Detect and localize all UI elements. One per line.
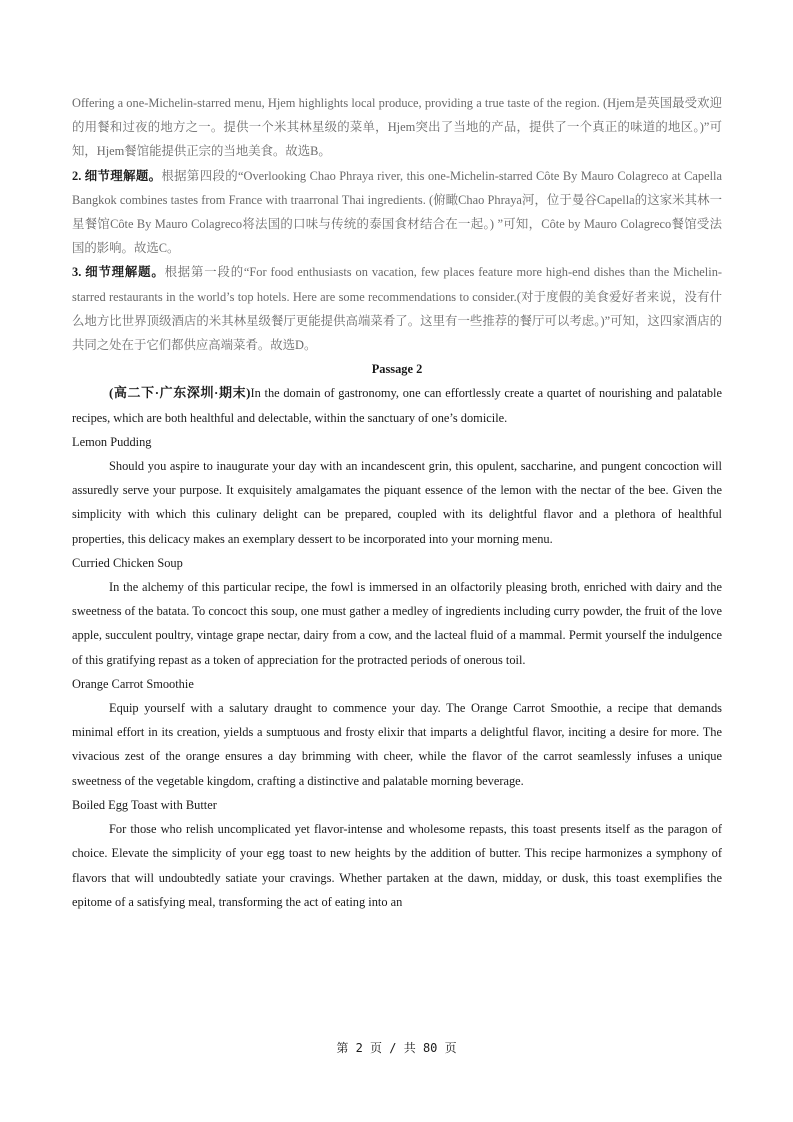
answer-2-label: 2. 细节理解题。 [72, 168, 162, 183]
section-heading-lemon-pudding: Lemon Pudding [72, 434, 152, 449]
passage-intro-text: In the domain of gastronomy, one can effortlessly create a quartet of nourishing and palatable recipes, which are both healthful and delectable, within the sanctuary of one’s domicile. [72, 386, 722, 425]
answer-3-text: 根据第一段的“For food enthusiasts on vacation, few places feature more high-end dishes than the Michelin-starred restaurants in the world’s top hotels. Here are some recommendations to consider.(对于度假的美食爱好者来说，没有什么地方比世界顶级酒店的米其林星级餐厅更能提供高端菜肴了。这里有一些推荐的餐厅可以考虑。)”可知，这四家酒店的共同之处在于它们都供应高端菜肴。故选D。 [72, 265, 723, 353]
answer-3 [72, 260, 722, 357]
page-number: 第 2 页 / 共 80 页 [336, 1041, 457, 1055]
passage-intro [72, 381, 722, 429]
section-body-curried-chicken-soup: In the alchemy of this particular recipe, the fowl is immersed in an olfactorily pleasing broth, enriched with dairy and the sweetness of the batata. To concoct this soup, one must gather a medley of ingredients including curry powder, the fruit of the love apple, succulent poultry, vintage grape nectar, dairy from a cow, and the lacteal fluid of a mammal. Permit yourself the indulgence of this gratifying repast as a token of appreciation for the protracted periods of onerous toil. [72, 580, 722, 667]
section-body-orange-carrot-smoothie: Equip yourself with a salutary draught to commence your day. The Orange Carrot Smoothie, a recipe that demands minimal effort in its creation, yields a sumptuous and frosty elixir that imparts a delightful flavor, inciting a desire for more. The vivacious zest of the orange ensures a day brimming with cheer, while the flavor of the carrot seamlessly infuses a unique sweetness of the vegetable kingdom, crafting a distinctive and palatable morning beverage. [72, 701, 722, 788]
answer-3-label: 3. 细节理解题。 [72, 265, 165, 280]
section-heading-curried-chicken-soup: Curried Chicken Soup [72, 555, 183, 570]
passage-source: (高二下·广东深圳·期末) [109, 385, 251, 401]
section-body-boiled-egg-toast: For those who relish uncomplicated yet flavor-intense and wholesome repasts, this toast presents itself as the paragon of choice. Elevate the simplicity of your egg toast to new heights by the addition of butter. This recipe harmonizes a symphony of flavors that will undoubtedly satiate your cravings. Whether partaken at the dawn, midday, or dusk, this toast exemplifies the epitome of a satisfying meal, transforming the act of eating into an [72, 822, 722, 909]
document-page [72, 91, 722, 914]
passage-title: Passage 2 [371, 362, 423, 377]
section-body-lemon-pudding: Should you aspire to inaugurate your day with an incandescent grin, this opulent, saccharine, and pungent concoction will assuredly serve your purpose. It exquisitely amalgamates the piquant essence of the lemon with the nectar of the bee. Given the simplicity with which this culinary delight can be prepared, coupled with its delightful flavor and a plethora of healthful properties, this delicacy makes an exemplary dessert to be incorporated into your morning menu. [72, 459, 722, 546]
section-heading-orange-carrot-smoothie: Orange Carrot Smoothie [72, 676, 194, 691]
answer-2 [72, 164, 722, 261]
section-heading-boiled-egg-toast: Boiled Egg Toast with Butter [72, 797, 217, 812]
answer-1-text: Offering a one-Michelin-starred menu, Hjem highlights local produce, providing a true taste of the region. (Hjem是英国最受欢迎的用餐和过夜的地方之一。提供一个米其林星级的菜单，Hjem突出了当地的产品，提供了一个真正的味道的地区。)”可知，Hjem餐馆能提供正宗的当地美食。故选B。 [72, 96, 722, 159]
answer-2-text: 根据第四段的“Overlooking Chao Phraya river, this one-Michelin-starred Côte By Mauro Colagreco at Capella Bangkok combines tastes from France with traarronal Thai ingredients. (俯瞰Chao Phraya河，位于曼谷Capella的这家米其林一星餐馆Côte By Mauro Colagreco将法国的口味与传统的泰国食材结合在一起。) ”可知，Côte by Mauro Colagreco餐馆受法国的影响。故选C。 [72, 168, 722, 256]
